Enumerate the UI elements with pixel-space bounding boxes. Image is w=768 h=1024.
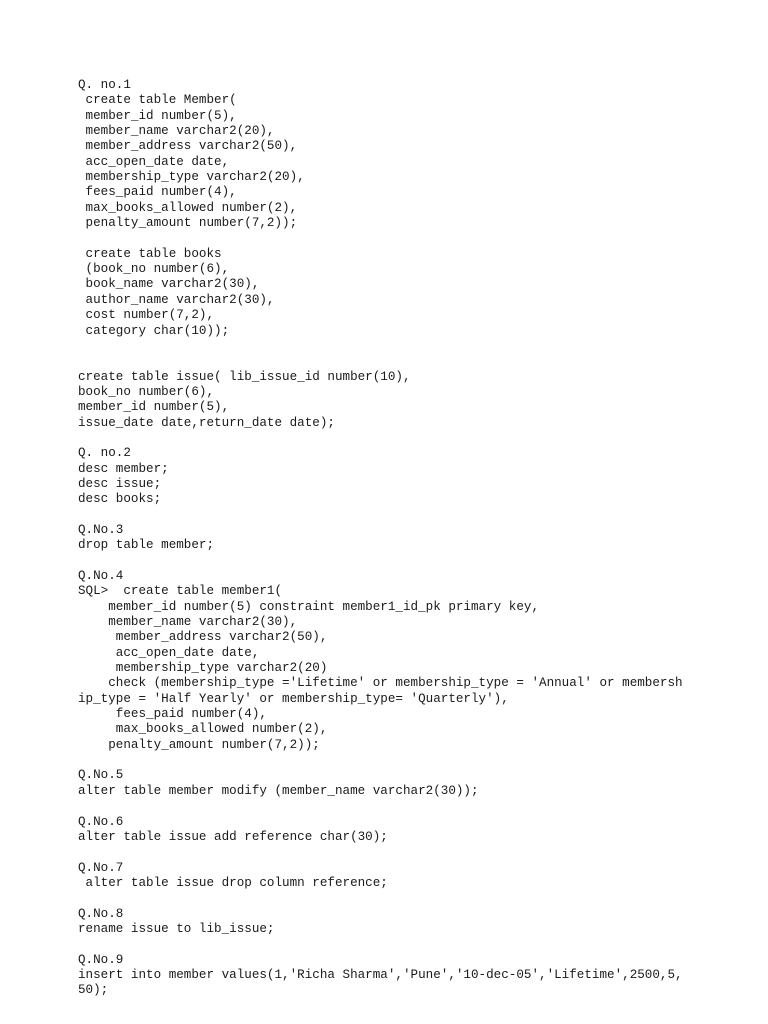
- code-line: issue_date date,return_date date);: [78, 415, 335, 430]
- code-line: penalty_amount number(7,2));: [78, 216, 298, 231]
- code-line: create table issue( lib_issue_id number(10),: [78, 369, 411, 384]
- code-line: desc issue;: [78, 476, 162, 491]
- code-line: [78, 753, 683, 768]
- code-line: member_name varchar2(20),: [78, 124, 275, 139]
- code-line: member_id number(5) constraint member1_id_pk primary key,: [78, 599, 540, 614]
- code-line: SQL> create table member1(: [78, 584, 283, 599]
- code-line: book_name varchar2(30),: [78, 277, 260, 292]
- code-line: member_address varchar2(50),: [78, 139, 298, 154]
- code-line: [78, 508, 683, 523]
- code-line: Q.No.9: [78, 952, 124, 967]
- code-line: insert into member values(1,'Richa Sharma','Pune','10-dec-05','Lifetime',2500,5,: [78, 967, 683, 982]
- code-line: acc_open_date date,: [78, 154, 230, 169]
- code-line: member_id number(5),: [78, 108, 237, 123]
- code-line: create table books: [78, 246, 222, 261]
- code-line: Q.No.5: [78, 768, 124, 783]
- code-line: Q.No.3: [78, 522, 124, 537]
- code-line: membership_type varchar2(20),: [78, 170, 305, 185]
- code-line: [78, 554, 683, 569]
- code-line: alter table issue drop column reference;: [78, 875, 388, 890]
- code-line: create table Member(: [78, 93, 237, 108]
- code-line: desc member;: [78, 461, 169, 476]
- code-line: member_id number(5),: [78, 400, 230, 415]
- code-line: Q.No.6: [78, 814, 124, 829]
- code-line: [78, 799, 683, 814]
- code-line: cost number(7,2),: [78, 308, 215, 323]
- code-line: Q.No.8: [78, 906, 124, 921]
- sql-code-block: [78, 78, 683, 999]
- code-line: rename issue to lib_issue;: [78, 921, 275, 936]
- code-line: alter table issue add reference char(30);: [78, 829, 388, 844]
- code-line: fees_paid number(4),: [78, 185, 237, 200]
- code-line: max_books_allowed number(2),: [78, 722, 328, 737]
- code-line: drop table member;: [78, 538, 215, 553]
- code-line: Q. no.1: [78, 78, 131, 92]
- code-line: [78, 231, 683, 246]
- code-line: membership_type varchar2(20): [78, 661, 328, 676]
- code-line: Q.No.7: [78, 860, 124, 875]
- code-line: category char(10));: [78, 323, 230, 338]
- code-line: Q.No.4: [78, 569, 124, 583]
- code-line: max_books_allowed number(2),: [78, 200, 298, 215]
- code-line: alter table member modify (member_name varchar2(30));: [78, 783, 479, 798]
- code-line: 50);: [78, 983, 109, 998]
- code-line: [78, 431, 683, 446]
- code-line: [78, 339, 683, 354]
- code-line: author_name varchar2(30),: [78, 292, 275, 307]
- code-line: (book_no number(6),: [78, 262, 230, 277]
- code-line: penalty_amount number(7,2));: [78, 737, 320, 752]
- code-line: Q. no.2: [78, 446, 131, 461]
- code-line: check (membership_type ='Lifetime' or membership_type = 'Annual' or membersh: [78, 676, 683, 691]
- code-line: acc_open_date date,: [78, 645, 260, 660]
- code-line: member_name varchar2(30),: [78, 615, 298, 630]
- code-line: book_no number(6),: [78, 384, 215, 399]
- code-line: [78, 354, 683, 369]
- code-line: [78, 937, 683, 952]
- code-line: fees_paid number(4),: [78, 707, 267, 722]
- code-line: [78, 845, 683, 860]
- code-line: member_address varchar2(50),: [78, 630, 328, 645]
- code-line: desc books;: [78, 492, 162, 507]
- code-line: ip_type = 'Half Yearly' or membership_type= 'Quarterly'),: [78, 691, 509, 706]
- code-line: [78, 891, 683, 906]
